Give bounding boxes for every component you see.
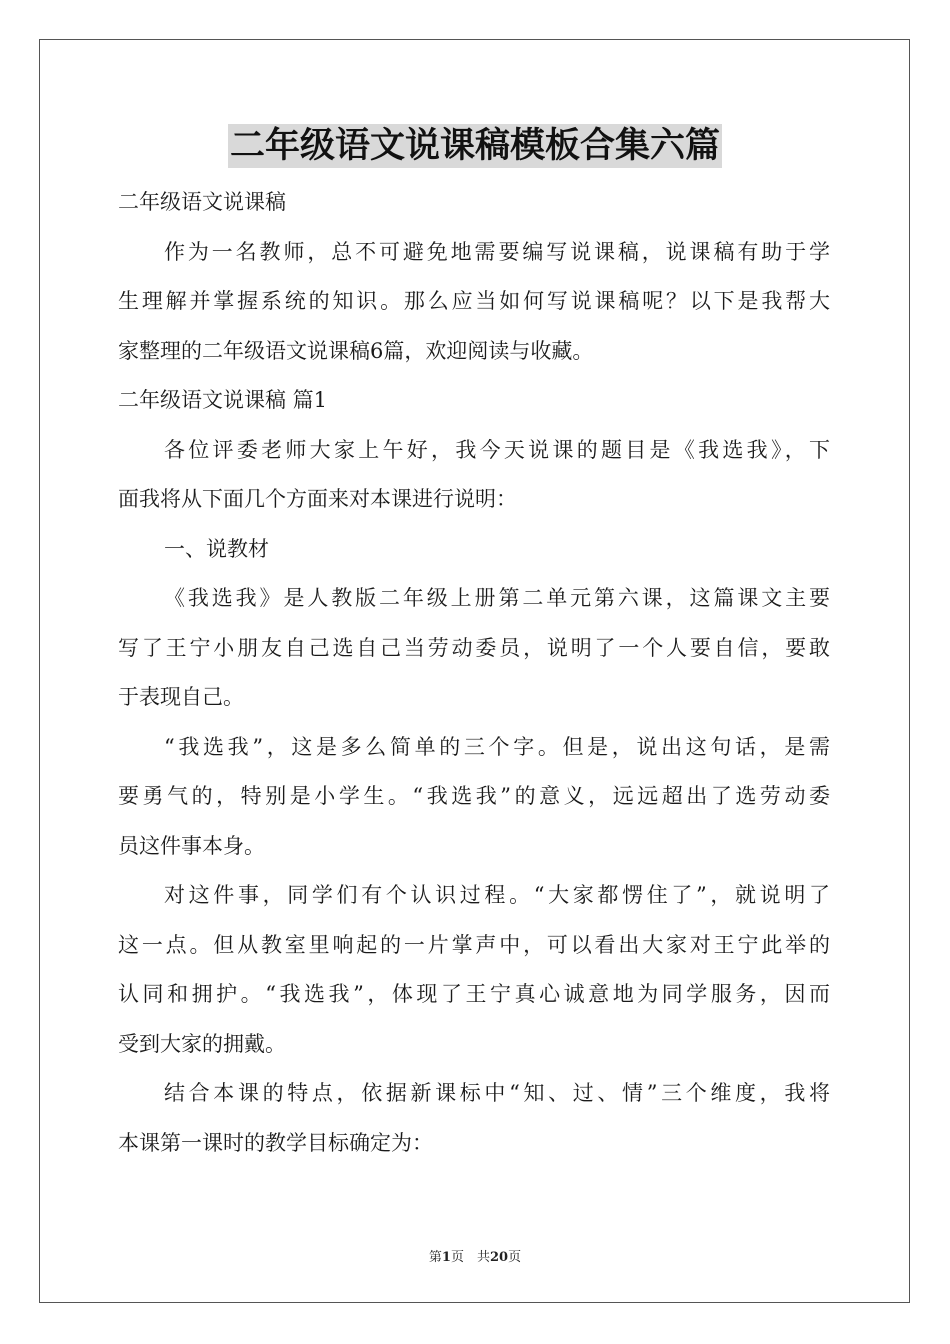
text-line: 认同和拥护。“我选我”，体现了王宁真心诚意地为同学服务，因而 — [118, 982, 830, 1006]
text-line: 对这件事，同学们有个认识过程。“大家都愣住了”，就说明了 — [164, 883, 830, 907]
text-line: 受到大家的拥戴。 — [118, 1031, 286, 1056]
footer-page-current: 1 — [441, 1250, 451, 1265]
text-line: 员这件事本身。 — [118, 833, 265, 858]
text-line: 写了王宁小朋友自己选自己当劳动委员，说明了一个人要自信，要敢 — [118, 635, 830, 660]
text-line: 二年级语文说课稿 篇1 — [118, 388, 328, 412]
page-footer — [0, 1246, 950, 1265]
text-line: 于表现自己。 — [118, 685, 244, 709]
text-line: 要勇气的，特别是小学生。“我选我”的意义，远远超出了选劳动委 — [118, 784, 830, 808]
text-line: 各位评委老师大家上午好，我今天说课的题目是《我选我》，下 — [164, 437, 830, 462]
text-line: “我选我”，这是多么简单的三个字。但是，说出这句话，是需 — [164, 734, 830, 759]
title-container — [0, 124, 950, 168]
text-line: 家整理的二年级语文说课稿6篇，欢迎阅读与收藏。 — [118, 338, 594, 363]
document-title: 二年级语文说课稿模板合集六篇 — [229, 125, 720, 166]
text-line: 作为一名教师，总不可避免地需要编写说课稿，说课稿有助于学 — [164, 239, 830, 264]
text-line: 面我将从下面几个方面来对本课进行说明： — [118, 487, 517, 511]
text-line: 生理解并掌握系统的知识。那么应当如何写说课稿呢？以下是我帮大 — [118, 289, 830, 313]
text-line: 《我选我》是人教版二年级上册第二单元第六课，这篇课文主要 — [164, 586, 830, 610]
text-line: 二年级语文说课稿 — [118, 190, 286, 214]
text-line: 一、说教材 — [164, 536, 269, 561]
text-line: 结合本课的特点，依据新课标中“知、过、情”三个维度，我将 — [164, 1081, 830, 1105]
footer-page-suffix: 页 — [508, 1250, 522, 1265]
text-line: 这一点。但从教室里响起的一片掌声中，可以看出大家对王宁此举的 — [118, 932, 830, 957]
document-body — [118, 178, 830, 1168]
footer-page-mid: 页 共 — [450, 1250, 490, 1265]
text-line: 本课第一课时的教学目标确定为： — [118, 1130, 433, 1155]
footer-page-total: 20 — [489, 1250, 509, 1265]
footer-page-prefix: 第 — [428, 1250, 442, 1265]
